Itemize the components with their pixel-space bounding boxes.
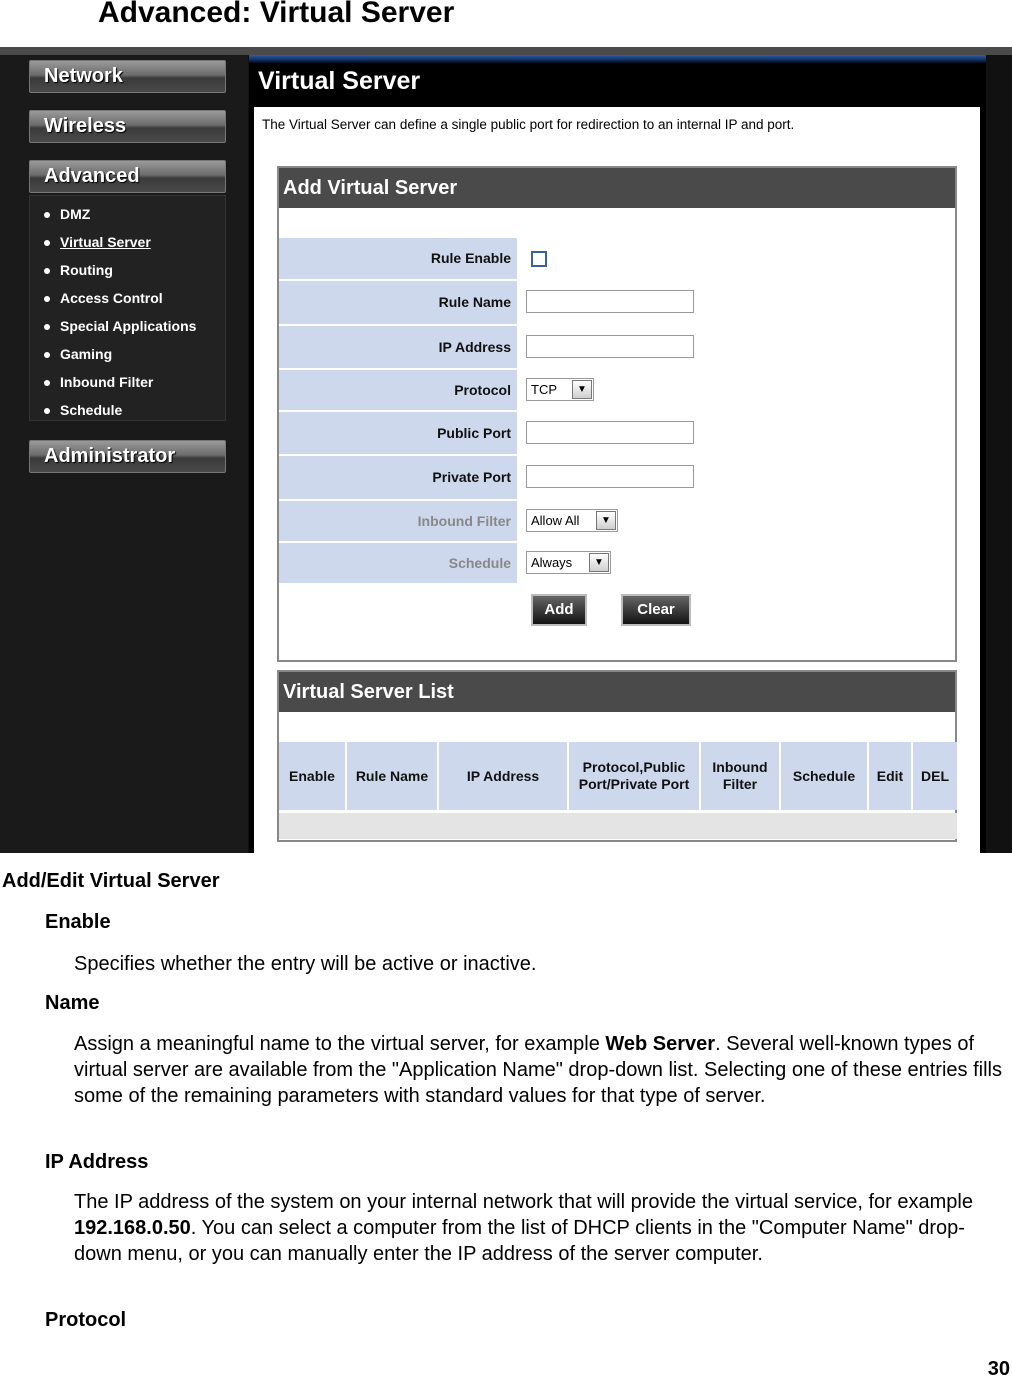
ip-address-input[interactable]: [526, 335, 694, 358]
name-description: [74, 1031, 1004, 1109]
chevron-down-icon: ▼: [596, 511, 616, 530]
name-text-part-2: . Several well-known types of virtual server are available from the "Application Name" drop-down list. Selecting one of these entries fills some of the remaining parameters with standard values for that type of server.: [74, 1033, 1002, 1107]
nav-wireless-button[interactable]: Wireless: [29, 110, 226, 143]
ip-address-description: [74, 1189, 1004, 1267]
submenu-item-dmz[interactable]: DMZ: [44, 206, 90, 222]
bullet-icon: [44, 352, 50, 358]
enable-heading: Enable: [45, 911, 111, 933]
list-header: [279, 742, 957, 810]
column-header-protocol-ports: Protocol,Public Port/Private Port: [569, 742, 699, 810]
panel-title: Virtual Server: [249, 55, 986, 99]
protocol-heading: Protocol: [45, 1309, 127, 1331]
nav-administrator-button[interactable]: Administrator: [29, 440, 226, 473]
bullet-icon: [44, 296, 50, 302]
rule-name-label: Rule Name: [279, 281, 517, 324]
rule-name-input[interactable]: [526, 290, 694, 313]
bullet-icon: [44, 212, 50, 218]
page-number: 30: [987, 1358, 1010, 1380]
rule-enable-checkbox[interactable]: [531, 251, 547, 267]
column-header-enable: Enable: [279, 742, 345, 810]
enable-description: Specifies whether the entry will be active or inactive.: [74, 953, 537, 975]
ip-address-heading: IP Address: [45, 1151, 149, 1173]
column-header-inbound-filter: Inbound Filter: [701, 742, 779, 810]
submenu-item-gaming[interactable]: Gaming: [44, 346, 112, 362]
ip-address-label: IP Address: [279, 326, 517, 368]
column-header-edit: Edit: [869, 742, 911, 810]
submenu-item-special-applications[interactable]: Special Applications: [44, 318, 196, 334]
submenu-item-access-control[interactable]: Access Control: [44, 290, 163, 306]
column-header-schedule: Schedule: [781, 742, 867, 810]
name-heading: Name: [45, 992, 100, 1014]
list-empty-row: [279, 813, 957, 839]
column-header-ip-address: IP Address: [439, 742, 567, 810]
submenu-item-inbound-filter[interactable]: Inbound Filter: [44, 374, 153, 390]
column-header-rule-name: Rule Name: [347, 742, 437, 810]
chevron-down-icon: ▼: [572, 380, 592, 399]
chevron-down-icon: ▼: [589, 553, 609, 572]
schedule-select[interactable]: [526, 551, 611, 574]
panel-content: [254, 107, 980, 853]
add-box-title: Add Virtual Server: [279, 168, 955, 208]
rule-enable-label: Rule Enable: [279, 238, 517, 279]
public-port-input[interactable]: [526, 421, 694, 444]
schedule-value: Always: [531, 555, 573, 570]
submenu-item-schedule[interactable]: Schedule: [44, 402, 122, 418]
protocol-label: Protocol: [279, 370, 517, 410]
private-port-input[interactable]: [526, 465, 694, 488]
protocol-select[interactable]: [526, 378, 594, 401]
submenu-item-routing[interactable]: Routing: [44, 262, 113, 278]
public-port-label: Public Port: [279, 412, 517, 454]
clear-button[interactable]: Clear: [621, 594, 691, 626]
name-example-bold: Web Server: [605, 1033, 716, 1055]
section-title: Add/Edit Virtual Server: [2, 870, 220, 892]
sidebar: [0, 55, 248, 853]
ip-text-part-2: . You can select a computer from the list of DHCP clients in the "Computer Name" drop-down menu, or you can manually enter the IP address of the server computer.: [74, 1217, 965, 1265]
inbound-filter-select[interactable]: [526, 509, 618, 532]
add-button[interactable]: Add: [531, 594, 587, 626]
list-box-title: Virtual Server List: [279, 672, 955, 712]
panel-description: The Virtual Server can define a single public port for redirection to an internal IP and port.: [262, 117, 795, 132]
column-header-del: DEL: [913, 742, 957, 810]
ip-text-part-1: The IP address of the system on your internal network that will provide the virtual service, for example: [74, 1191, 973, 1213]
nav-network-button[interactable]: Network: [29, 60, 226, 93]
page-title: Advanced: Virtual Server: [98, 0, 455, 29]
bullet-icon: [44, 240, 50, 246]
router-screenshot: [0, 47, 1012, 853]
bullet-icon: [44, 324, 50, 330]
advanced-submenu: [29, 195, 226, 421]
submenu-item-virtual-server[interactable]: Virtual Server: [44, 234, 151, 250]
nav-advanced-button[interactable]: Advanced: [29, 160, 226, 193]
virtual-server-list-box: [277, 670, 957, 842]
bullet-icon: [44, 380, 50, 386]
private-port-label: Private Port: [279, 456, 517, 499]
inbound-filter-value: Allow All: [531, 513, 580, 528]
inbound-filter-label: Inbound Filter: [279, 501, 517, 541]
bullet-icon: [44, 408, 50, 414]
protocol-value: TCP: [531, 382, 557, 397]
top-bar: [0, 47, 1012, 55]
add-virtual-server-box: [277, 166, 957, 662]
ip-example-bold: 192.168.0.50: [74, 1217, 191, 1239]
schedule-label: Schedule: [279, 543, 517, 583]
name-text-part-1: Assign a meaningful name to the virtual server, for example: [74, 1033, 606, 1055]
main-panel: [249, 55, 986, 853]
bullet-icon: [44, 268, 50, 274]
